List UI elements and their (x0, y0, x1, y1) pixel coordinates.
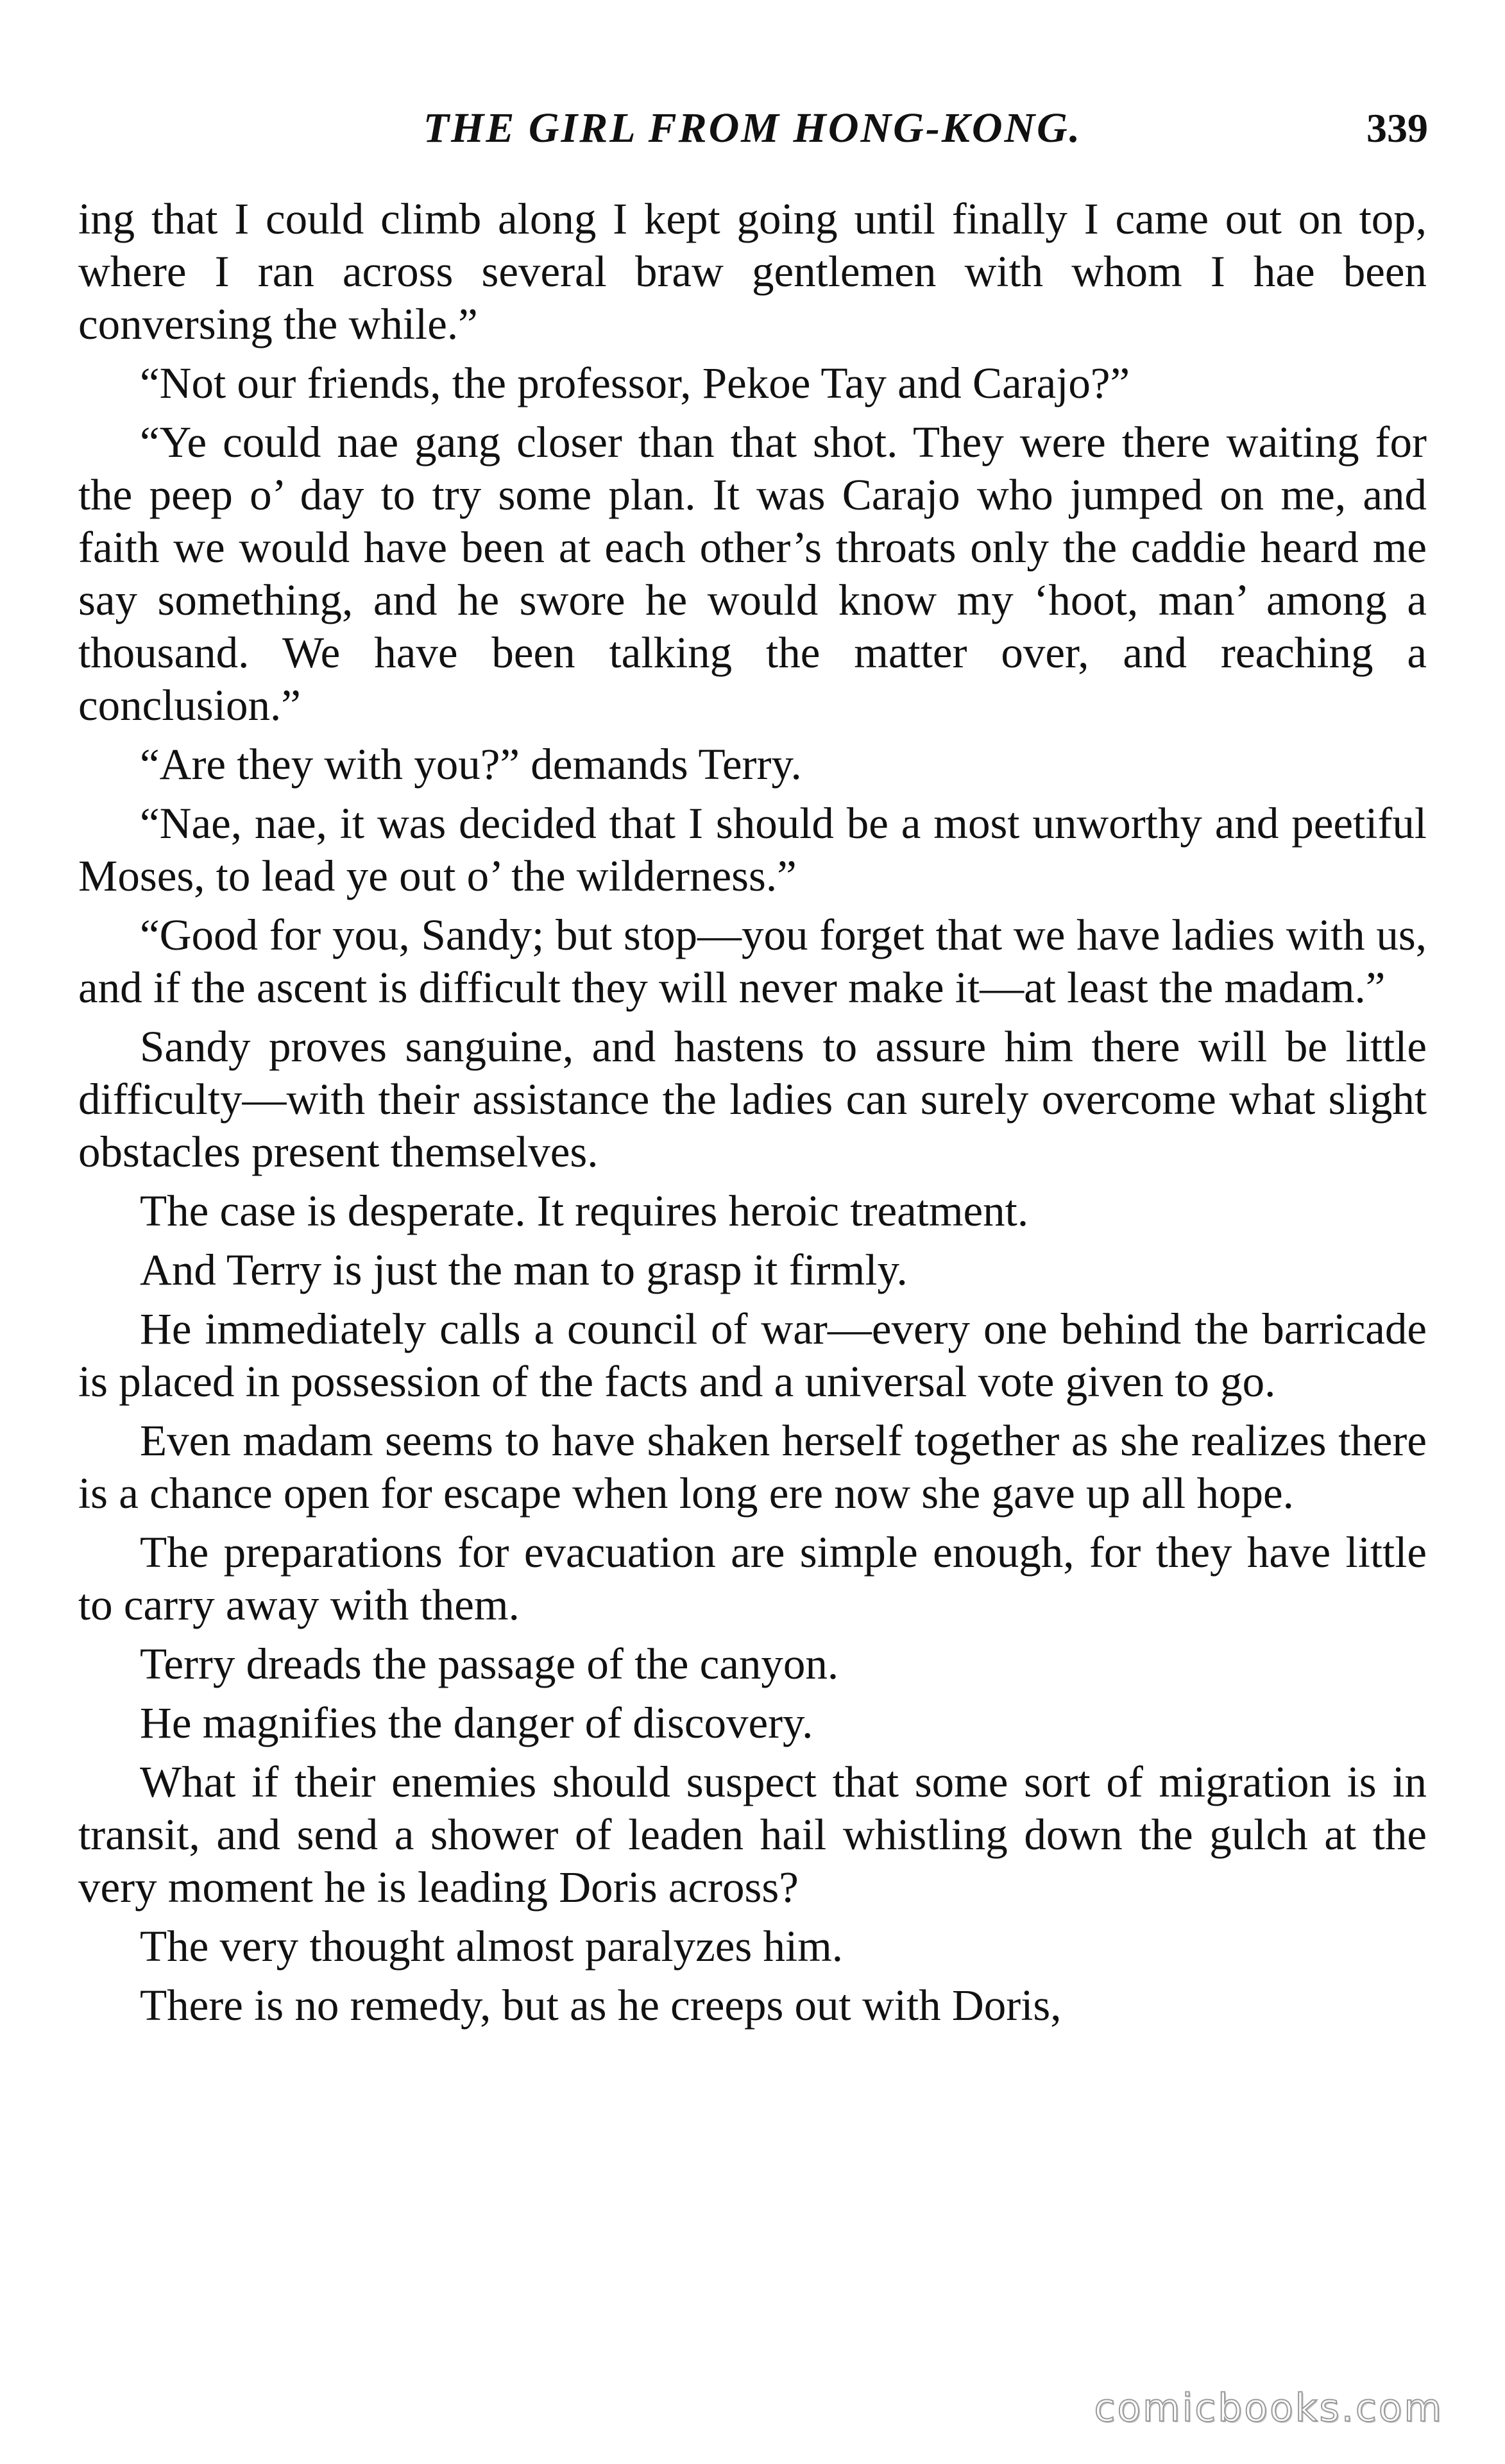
paragraph: And Terry is just the man to grasp it firmly. (140, 1245, 908, 1294)
paragraph: He magnifies the danger of discovery. (140, 1698, 813, 1747)
page-header (77, 96, 1428, 167)
paragraph: Even madam seems to have shaken herself together as she realizes there is a chance open for escape when long ere now she gave up all hope. (78, 1416, 1427, 1518)
page-number: 339 (1366, 105, 1428, 151)
paragraph: “Good for you, Sandy; but stop—you forget that we have ladies with us, and if the ascent is difficult they will never make it—at least the madam.” (78, 911, 1427, 1012)
paragraph: “Not our friends, the professor, Pekoe Tay and Carajo?” (140, 359, 1130, 407)
paragraph: The preparations for evacuation are simple enough, for they have little to carry away with them. (78, 1528, 1427, 1629)
paragraph: “Are they with you?” demands Terry. (140, 740, 802, 789)
paragraph: The very thought almost paralyzes him. (140, 1922, 844, 1971)
paragraph: “Ye could nae gang closer than that shot. They were there waiting for the peep o’ day to try some plan. It was Carajo who jumped on me, and faith we would have been at each other’s throats only the caddie heard me say something, and he swore he would know my ‘hoot, man’ among a thousand. We have been talking the matter over, and reaching a conclusion.” (78, 418, 1427, 730)
body-text (78, 193, 1427, 2038)
paragraph: ing that I could climb along I kept going until finally I came out on top, where I ran across several braw gentlemen with whom I hae been conversing the while.” (78, 194, 1427, 348)
watermark: comicbooks.com (1094, 2386, 1443, 2431)
running-title: THE GIRL FROM HONG-KONG. (423, 105, 1082, 151)
paragraph: The case is desperate. It requires heroic treatment. (140, 1186, 1029, 1235)
paragraph: What if their enemies should suspect that some sort of migration is in transit, and send a shower of leaden hail whistling down the gulch at the very moment he is leading Doris across? (78, 1758, 1427, 1912)
paragraph: Sandy proves sanguine, and hastens to assure him there will be little difficulty—with their assistance the ladies can surely overcome what slight obstacles present themselves. (78, 1022, 1427, 1176)
paragraph: Terry dreads the passage of the canyon. (140, 1639, 839, 1688)
paragraph: He immediately calls a council of war—every one behind the barricade is placed in possession of the facts and a universal vote given to go. (78, 1305, 1427, 1406)
paragraph: There is no remedy, but as he creeps out with Doris, (140, 1981, 1062, 2030)
paragraph: “Nae, nae, it was decided that I should be a most unworthy and peetiful Moses, to lead ye out o’ the wilderness.” (78, 799, 1427, 900)
